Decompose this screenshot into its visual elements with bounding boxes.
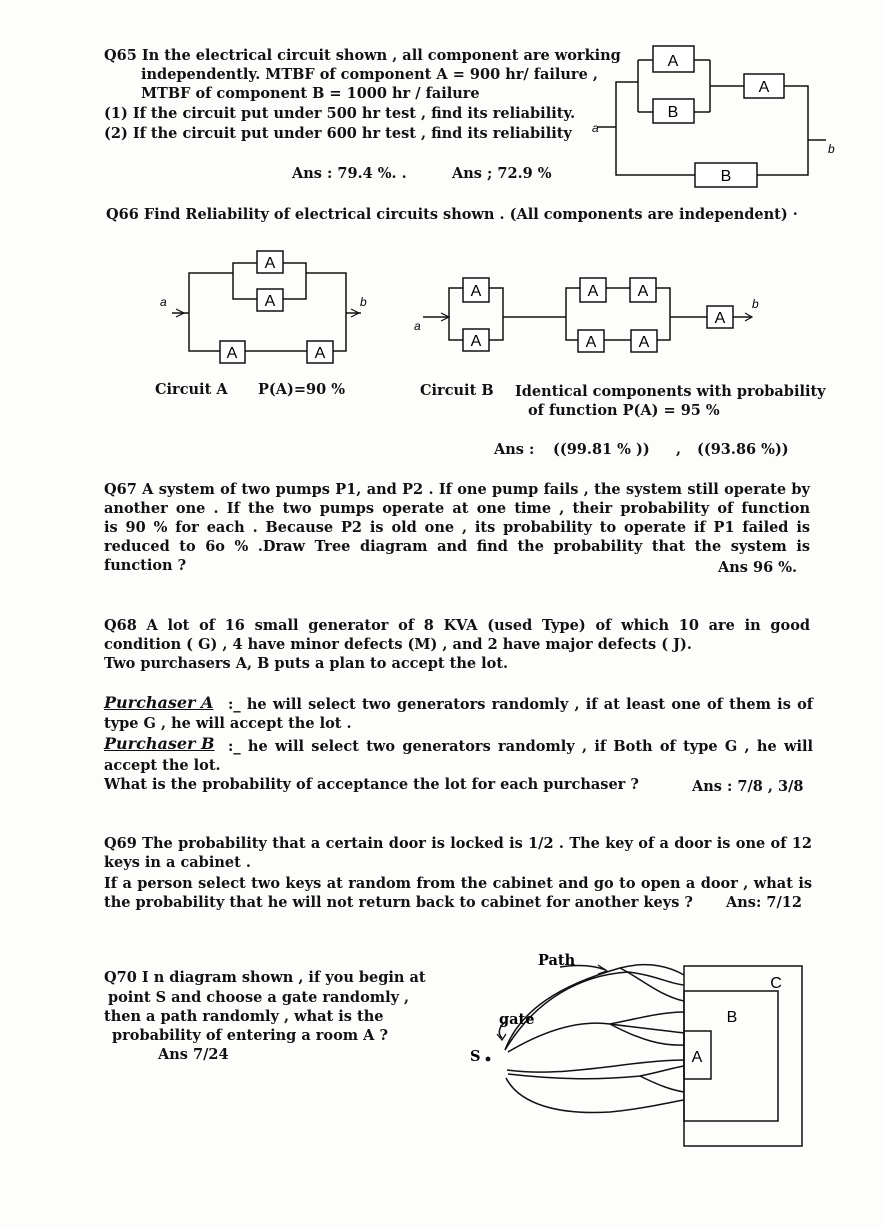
q66-circuit-b-desc-1: Identical components with probability	[515, 383, 826, 400]
q70-label-b: B	[726, 1009, 738, 1026]
q67-line-4: reduced to 6o % .Draw Tree diagram and find the probability that the system is	[104, 538, 810, 555]
q66a-node-out: b	[360, 295, 367, 309]
q68-purchaser-a-line-2: type G , he will accept the lot .	[104, 715, 352, 732]
q65-part-2: (2) If the circuit put under 600 hr test , find its reliability	[104, 125, 572, 142]
q69-line-3: If a person select two keys at random from the cabinet and go to open a door , what is	[104, 875, 812, 892]
q67-line-3: is 90 % for each . Because P2 is old one , its probability to operate if P1 failed is	[104, 519, 810, 536]
q65-line-1: Q65 In the electrical circuit shown , all component are working	[104, 47, 621, 64]
q70-gate-label: gate	[499, 1011, 535, 1028]
q65-node-in: a	[592, 121, 599, 135]
q70-start-point	[486, 1057, 491, 1062]
q66b-label-6: A	[638, 334, 650, 351]
q66a-label-4: A	[314, 345, 326, 362]
q66b-node-in: a	[414, 319, 421, 333]
q66a-node-in: a	[160, 295, 167, 309]
q66-answer-2: ((93.86 %))	[697, 441, 789, 458]
q67-line-2: another one . If the two pumps operate at one time , their probability of function	[104, 500, 810, 517]
q66b-node-out: b	[752, 297, 759, 311]
q65-label-b-mid: B	[667, 104, 679, 121]
q65-part-1: (1) If the circuit put under 500 hr test , find its reliability.	[104, 105, 576, 122]
q67-line-1: Q67 A system of two pumps P1, and P2 . If one pump fails , the system still operate by	[104, 481, 810, 498]
q65-label-b-bottom: B	[720, 168, 732, 185]
q70-start-label: S	[470, 1048, 481, 1065]
q69-line-1: Q69 The probability that a certain door is locked is 1/2 . The key of a door is one of 12	[104, 835, 812, 852]
q69-line-4: the probability that he will not return back to cabinet for another keys ?	[104, 894, 693, 911]
q65-node-out: b	[828, 142, 835, 156]
q67-answer: Ans 96 %.	[718, 559, 798, 576]
q66-circuit-b-caption: Circuit B	[420, 382, 494, 399]
q65-label-a-right: A	[758, 79, 770, 96]
q66b-label-4: A	[637, 283, 649, 300]
q66a-label-2: A	[264, 293, 276, 310]
q69-line-2: keys in a cabinet .	[104, 854, 251, 871]
q70-path-label: Path	[538, 952, 576, 969]
q70-line-3: then a path randomly , what is the	[104, 1008, 384, 1025]
q70-line-1: Q70 I n diagram shown , if you begin at	[104, 969, 426, 986]
q68-purchaser-b-line-1: :_ he will select two generators randomly , if Both of type G , he will	[228, 738, 813, 755]
q65-label-a-top: A	[667, 53, 679, 70]
q66-answer-sep: ,	[676, 441, 682, 458]
q69-answer: Ans: 7/12	[726, 894, 802, 911]
q66a-label-3: A	[226, 345, 238, 362]
q66-answer-label: Ans :	[494, 441, 535, 458]
q68-line-2: condition ( G) , 4 have minor defects (M) , and 2 have major defects ( J).	[104, 636, 692, 653]
q66-circuit-b-desc-2: of function P(A) = 95 %	[528, 402, 720, 419]
q65-line-2: independently. MTBF of component A = 900 hr/ failure ,	[141, 66, 598, 83]
q68-purchaser-a-label: Purchaser A	[104, 693, 214, 712]
q68-purchaser-b-label: Purchaser B	[104, 734, 215, 753]
q66b-label-5: A	[585, 334, 597, 351]
q65-answer-2: Ans ; 72.9 %	[452, 165, 552, 182]
q66-circuit-a-caption: Circuit A	[155, 381, 228, 398]
q67-line-5: function ?	[104, 557, 187, 574]
q66b-label-2: A	[470, 333, 482, 350]
q70-line-2: point S and choose a gate randomly ,	[108, 989, 410, 1006]
q68-answer: Ans : 7/8 , 3/8	[692, 778, 804, 795]
q70-paths	[505, 965, 684, 1113]
q70-line-4: probability of entering a room A ?	[112, 1027, 388, 1044]
q68-question: What is the probability of acceptance the lot for each purchaser ?	[104, 776, 639, 793]
q68-line-1: Q68 A lot of 16 small generator of 8 KVA (used Type) of which 10 are in good	[104, 617, 810, 634]
q68-purchaser-b-line-2: accept the lot.	[104, 757, 221, 774]
q66b-label-1: A	[470, 283, 482, 300]
q66b-label-7: A	[714, 310, 726, 327]
q66-answer-1: ((99.81 % ))	[553, 441, 650, 458]
q66a-label-1: A	[264, 255, 276, 272]
q66-circuit-a-prob: P(A)=90 %	[258, 381, 346, 398]
q68-line-3: Two purchasers A, B puts a plan to accept the lot.	[104, 655, 509, 672]
q66b-label-3: A	[587, 283, 599, 300]
q70-label-a: A	[691, 1049, 703, 1066]
q65-answer-1: Ans : 79.4 %. .	[292, 165, 407, 182]
q68-purchaser-a-line-1: :_ he will select two generators randomly , if at least one of them is of	[228, 696, 813, 713]
q70-label-c: C	[770, 975, 782, 992]
q65-line-3: MTBF of component B = 1000 hr / failure	[141, 85, 480, 102]
q66-question: Q66 Find Reliability of electrical circuits shown . (All components are independent) ·	[106, 206, 798, 223]
q70-answer: Ans 7/24	[158, 1046, 229, 1063]
